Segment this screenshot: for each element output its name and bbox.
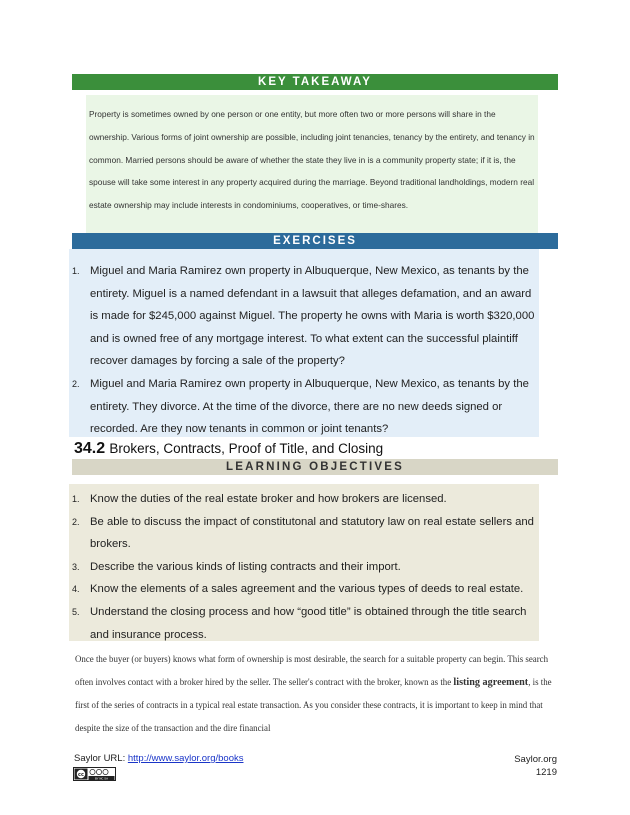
objective-text: Be able to discuss the impact of constitutonal and statutory law on real estate sellers and brokers. <box>90 515 534 551</box>
footer-url-label: Saylor URL: <box>74 753 128 764</box>
exercise-number: 1. <box>72 266 80 276</box>
key-takeaway-header: KEY TAKEAWAY <box>72 74 558 90</box>
cc-license-text: BY NC SA <box>94 776 109 781</box>
exercise-number: 2. <box>72 378 80 389</box>
footer-site: Saylor.org <box>514 754 557 765</box>
page-number: 1219 <box>535 767 557 778</box>
exercise-text: Miguel and Maria Ramirez own property in Albuquerque, New Mexico, as tenants by the entirety. Miguel is a named defendant in a lawsuit that alleges defamation, and an award is made for $245,000 against Miguel. The property he owns with Maria is worth $320,000 and is owned free of any mortgage interest. To what extent can the successful plaintiff recover damages by forcing a sale of the property? <box>90 265 535 368</box>
exercise-item-1 <box>69 260 535 373</box>
creative-commons-icon <box>73 767 116 781</box>
objective-item-3 <box>69 556 539 579</box>
body-text-part1: Once the buyer (or buyers) knows what form of ownership is most desirable, the search for a suitable property can begin. This search often involves contact with a broker hired by the seller. The seller's contract with the broker, known as the <box>75 654 549 687</box>
body-text-part2: , is the first of the series of contracts in a typical real estate transaction. As you consider these contracts, it is important to keep in mind that despite the size of the transaction and the dire financial <box>75 676 552 733</box>
objective-item-4 <box>69 578 539 601</box>
exercises-header: EXERCISES <box>72 233 558 249</box>
objective-number: 5. <box>72 606 80 617</box>
objective-item-5 <box>69 601 539 646</box>
objective-number: 3. <box>72 561 80 572</box>
objective-item-2 <box>69 511 539 556</box>
saylor-books-link[interactable]: http://www.saylor.org/books <box>127 753 244 764</box>
section-number: 34.2 <box>74 440 106 457</box>
objective-text: Know the duties of the real estate broker and how brokers are licensed. <box>90 493 447 505</box>
objective-number: 1. <box>72 494 80 504</box>
svg-text:cc: cc <box>78 772 84 779</box>
body-paragraph <box>75 648 555 739</box>
objective-text: Know the elements of a sales agreement and the various types of deeds to real estate. <box>90 583 524 596</box>
learning-objectives-header: LEARNING OBJECTIVES <box>72 459 558 475</box>
exercise-text: Miguel and Maria Ramirez own property in Albuquerque, New Mexico, as tenants by the entirety. They divorce. At the time of the divorce, there are no new deeds signed or recorded. Are they now tenants in common or joint tenants? <box>90 377 529 436</box>
section-title: Brokers, Contracts, Proof of Title, and Closing <box>109 441 384 456</box>
objective-item-1 <box>69 488 539 511</box>
section-heading <box>74 440 383 458</box>
exercises-box <box>69 249 539 437</box>
objective-number: 4. <box>72 584 80 595</box>
objective-text: Understand the closing process and how “good title” is obtained through the title search and insurance process. <box>90 605 527 641</box>
footer-page-info <box>490 753 557 779</box>
objective-number: 2. <box>72 516 80 527</box>
listing-agreement-term: listing agreement <box>453 676 529 688</box>
learning-objectives-box <box>69 484 539 641</box>
objective-text: Describe the various kinds of listing contracts and their import. <box>90 560 401 573</box>
key-takeaway-box <box>86 95 538 234</box>
exercise-item-2 <box>69 373 535 441</box>
key-takeaway-text: Property is sometimes owned by one person or one entity, but more often two or more persons will share in the ownership. Various forms of joint ownership are possible, including joint tenancies, tenancy by the entirety, and tenancy in common. Married persons should be aware of whether the state they live in is a community property state; if it is, the spouse will take some interest in any property acquired during the marriage. Beyond traditional landholdings, modern real estate ownership may include interests in condominiums, cooperatives, or time-shares. <box>89 109 535 211</box>
footer-source <box>74 753 244 764</box>
